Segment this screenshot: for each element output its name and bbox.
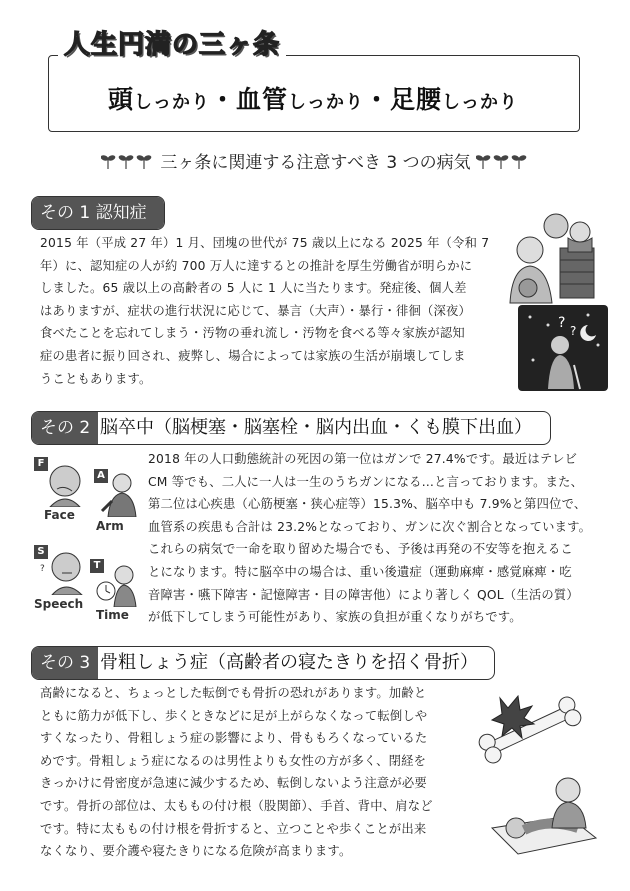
section-2-line: これらの病気で一命を取り留めた場合でも、予後は再発の不安等を抱えるこ bbox=[148, 542, 573, 557]
section-2-title: 脳卒中（脳梗塞・脳塞栓・脳内出血・くも膜下出血） bbox=[100, 417, 532, 438]
section-3-line: です。特に太ももの付け根を骨折すると、立つことや歩くことが出来 bbox=[40, 821, 427, 836]
sprout-icon bbox=[476, 152, 530, 170]
subtitle-shikkari-3: しっかり bbox=[442, 92, 519, 113]
forgetful-elderly-illustration bbox=[500, 208, 600, 308]
subtitle-head: 頭 bbox=[107, 85, 134, 114]
section-1-line: はありますが、症状の進行状況に応じて、暴言（大声）・暴行・徘徊（深夜） bbox=[40, 303, 471, 318]
section-2-line: 音障害・嚥下障害・記憶障害・目の障害他）により著しく QOL（生活の質） bbox=[148, 587, 579, 602]
section-1-line: 年）に、認知症の人が約 700 万人に達するとの推計を厚生労働省が明らかに bbox=[40, 258, 473, 273]
subtitle-blood-vessel: ・血管 bbox=[209, 85, 288, 114]
section-3-line: ともに筋力が低下し、歩くときなどに足が上がらなくなって転倒しや bbox=[40, 708, 428, 723]
section-2-line: が低下してしまう可能性があり、家族の負担が重くなりがちです。 bbox=[148, 610, 522, 625]
time-to-call-icon bbox=[92, 561, 140, 607]
svg-text:?: ? bbox=[558, 315, 566, 331]
subtitle-shikkari-1: しっかり bbox=[133, 92, 210, 113]
page-title: 人生円満の三ヶ条 bbox=[58, 28, 286, 62]
fast-word-arm: Arm bbox=[96, 519, 124, 533]
section-1-line: しました。65 歳以上の高齢者の 5 人に 1 人に当たります。発症後、個人差 bbox=[40, 281, 467, 296]
fast-letter-f: F bbox=[34, 457, 48, 471]
fast-stroke-signs-illustration bbox=[34, 457, 144, 627]
section-2-line: とになります。特に脳卒中の場合は、重い後遺症（運動麻痺・感覚麻痺・吃 bbox=[148, 564, 572, 579]
sprout-icon bbox=[101, 152, 155, 170]
section-3-line: めです。骨粗しょう症になるのは男性よりも女性の方が多く、閉経を bbox=[40, 753, 427, 768]
section-1-body bbox=[40, 232, 500, 390]
section-1-label: その 1 bbox=[40, 203, 91, 223]
fast-word-face: Face bbox=[44, 508, 75, 522]
section-2-line: CM 等でも、二人に一人は一生のうちガンになる…と言っております。また、 bbox=[148, 474, 584, 489]
subtitle-legs: ・足腰 bbox=[364, 85, 443, 114]
section-1-line: 2015 年（平成 27 年）1 月、団塊の世代が 75 歳以上になる 2025 年（令和 7 bbox=[40, 236, 490, 250]
section-1-label-box bbox=[32, 197, 165, 229]
broken-bone-illustration bbox=[470, 690, 590, 770]
intro-text: 三ヶ条に関連する注意すべき 3 つの病気 bbox=[160, 153, 471, 173]
section-2-label: その 2 bbox=[32, 412, 98, 444]
section-3-body bbox=[40, 682, 460, 863]
speech-difficulty-icon bbox=[40, 547, 88, 595]
section-3-line: なくなり、要介護や寝たきりになる危険が高まります。 bbox=[40, 844, 352, 859]
subtitle-shikkari-2: しっかり bbox=[288, 92, 364, 113]
fast-letter-s: S bbox=[34, 545, 48, 559]
face-drooping-icon bbox=[42, 461, 88, 507]
section-1-title: 認知症 bbox=[95, 203, 147, 223]
section-2-body bbox=[148, 448, 610, 629]
section-2-header bbox=[31, 411, 551, 445]
fast-word-time: Time bbox=[96, 608, 129, 622]
section-3-line: です。骨折の部位は、太ももの付け根（股関節）、手首、背中、肩など bbox=[40, 798, 433, 813]
section-3-title: 骨粗しょう症（高齢者の寝たきりを招く骨折） bbox=[100, 652, 478, 673]
intro-line bbox=[78, 148, 553, 173]
section-2-line: 2018 年の人口動態統計の死因の第一位はガンで 27.4%です。最近はテレビ bbox=[148, 452, 578, 466]
section-3-label: その 3 bbox=[32, 647, 98, 679]
section-3-header bbox=[31, 646, 495, 680]
section-3-line: すくなったり、骨粗しょう症の影響により、骨ももろくなっているた bbox=[40, 731, 428, 746]
arm-weakness-icon bbox=[98, 471, 140, 517]
section-3-line: 高齢になると、ちょっとした転倒でも骨折の恐れがあります。加齢と bbox=[40, 686, 427, 700]
wandering-at-night-illustration bbox=[518, 305, 608, 391]
svg-text:?: ? bbox=[40, 564, 45, 574]
section-2-line: 血管系の疾患も合計は 23.2%となっており、ガンに次ぐ割合となっています。 bbox=[148, 519, 592, 534]
fast-word-speech: Speech bbox=[34, 597, 84, 611]
page-subtitle bbox=[48, 80, 578, 116]
section-1-line: 食べたことを忘れてしまう・汚物の垂れ流し・汚物を食べる等々家族が認知 bbox=[40, 326, 465, 341]
svg-text:?: ? bbox=[570, 324, 577, 338]
section-1-line: 症の患者に振り回され、疲弊し、場合によっては家族の生活が崩壊してしま bbox=[40, 348, 466, 363]
fast-letter-a: A bbox=[94, 469, 108, 483]
section-1-line: うこともあります。 bbox=[40, 371, 152, 386]
section-3-line: きっかけに骨密度が急速に減少するため、転倒しないよう注意が必要 bbox=[40, 776, 427, 791]
bedridden-elderly-illustration bbox=[488, 768, 600, 868]
fast-letter-t: T bbox=[90, 559, 104, 573]
section-2-line: 第二位は心疾患（心筋梗塞・狭心症等）15.3%、脳卒中も 7.9%と第四位で、 bbox=[148, 497, 587, 512]
section-1-header bbox=[31, 196, 165, 230]
